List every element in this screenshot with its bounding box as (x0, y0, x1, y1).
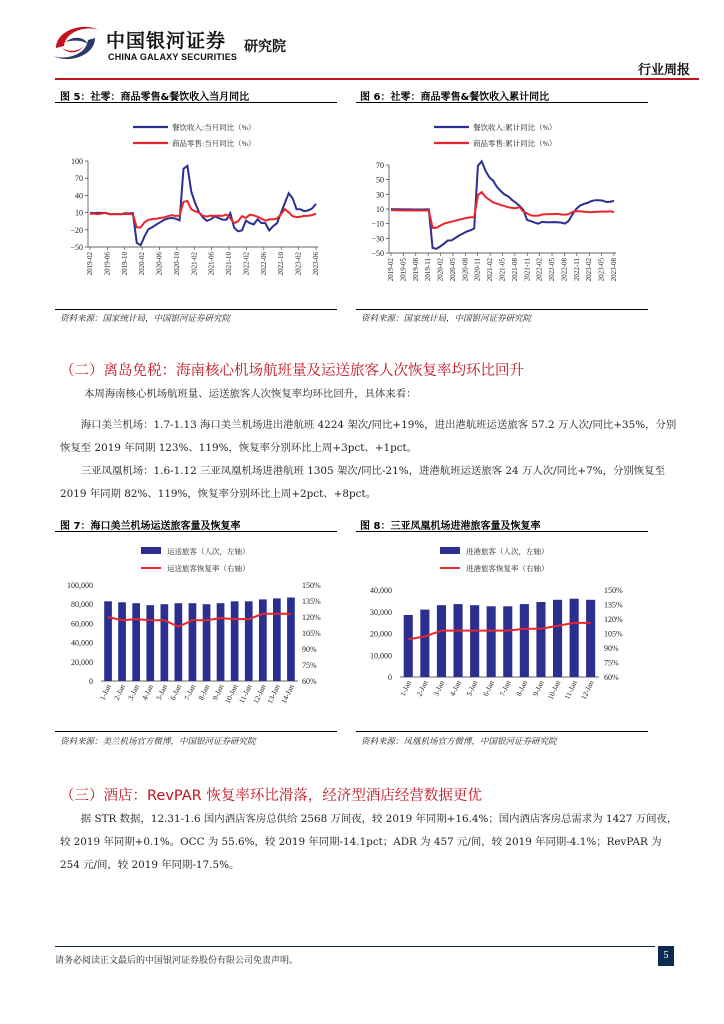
report-type: 行业周报 (638, 63, 691, 78)
bar (118, 602, 126, 681)
x-tick-label: 2020-08 (461, 258, 470, 282)
x-tick-label: 2-Jan (111, 683, 127, 702)
x-tick-label: 2023-02 (585, 258, 594, 282)
x-tick-label: 2020-11 (473, 258, 482, 282)
legend-label: 运送旅客（人次，左轴） (167, 547, 250, 556)
bar (245, 601, 253, 681)
y-tick-label: 100 (71, 157, 83, 166)
fig5-chart (55, 103, 337, 308)
x-tick-label: 4-Jan (140, 683, 156, 702)
bar (586, 600, 595, 677)
x-tick-label: 2022-02 (535, 258, 544, 282)
bar (146, 605, 154, 681)
y-tick-label: 50 (376, 175, 384, 185)
fig7-source: 资料来源：美兰机场官方微博，中国银河证券研究院 (60, 737, 256, 747)
x-tick-label: 5-Jan (464, 679, 480, 698)
legend-label: 运送旅客恢复率（右轴） (167, 564, 250, 573)
y2-tick-label: 150% (302, 581, 321, 590)
y2-tick-label: 150% (604, 586, 623, 595)
x-tick-label: 11-Jan (562, 679, 579, 701)
section2-intro: 本周海南核心机场航班量、运送旅客人次恢复率均环比回升，具体来看： (84, 388, 417, 400)
fig6-title: 图 6：社零：商品零售&餐饮收入累计同比 (360, 92, 550, 103)
bar (231, 601, 239, 681)
y2-tick-label: 105% (302, 629, 321, 638)
legend-label: 商品零售:当月同比（%） (172, 139, 256, 148)
bar (404, 615, 413, 677)
bar (273, 598, 281, 681)
legend-swatch (141, 547, 161, 554)
x-tick-label: 2021-11 (523, 258, 532, 282)
x-tick-label: 5-Jan (154, 683, 170, 702)
y-tick-label: 70 (75, 174, 83, 184)
y2-tick-label: 60% (302, 677, 317, 686)
y-tick-label: 60,000 (71, 619, 93, 629)
y2-tick-label: 60% (604, 673, 619, 682)
x-tick-label: 2-Jan (414, 679, 430, 698)
x-tick-label: 2022-02 (242, 252, 251, 276)
x-tick-label: 2019-06 (103, 252, 112, 276)
legend-label: 餐饮收入:当月同比（%） (172, 123, 256, 132)
bar (104, 601, 112, 681)
legend-label: 餐饮收入:累计同比（%） (473, 123, 557, 132)
company-name-en: CHINA GALAXY SECURITIES (108, 52, 238, 62)
x-tick-label: 2021-02 (486, 258, 495, 282)
bar (161, 604, 169, 681)
footer-disclaimer: 请务必阅读正文最后的中国银河证券股份有限公司免责声明。 (55, 956, 299, 966)
x-tick-label: 2021-08 (510, 258, 519, 282)
bar (536, 602, 545, 677)
page-number: 5 (658, 946, 674, 966)
x-tick-label: 1-Jan (398, 679, 414, 698)
y-tick-label: 0 (89, 677, 93, 686)
x-tick-label: 2019-02 (387, 258, 395, 282)
bar (487, 606, 496, 677)
y2-tick-label: 120% (604, 615, 623, 624)
x-tick-label: 2019-11 (424, 258, 433, 282)
bar (520, 604, 529, 677)
section-title-duty-free: （二）离岛免税：海南核心机场航班量及运送旅客人次恢复率均环比回升 (60, 363, 524, 379)
fig7-chart (55, 532, 337, 730)
x-tick-label: 2021-02 (190, 252, 199, 276)
y-tick-label: 10 (75, 208, 83, 218)
x-tick-label: 14-Jan (279, 683, 296, 705)
bar (259, 599, 267, 681)
x-tick-label: 6-Jan (168, 683, 184, 702)
x-tick-label: 2020-02 (138, 252, 147, 276)
x-tick-label: 3-Jan (125, 683, 141, 702)
x-tick-label: 10-Jan (545, 679, 563, 701)
series-line (90, 201, 316, 227)
y-tick-label: −30 (371, 234, 384, 244)
x-tick-label: 2023-06 (312, 252, 320, 276)
legend-label: 商品零售:累计同比（%） (473, 139, 557, 148)
x-tick-label: 2022-06 (259, 252, 268, 276)
y2-tick-label: 120% (302, 613, 321, 622)
y2-tick-label: 90% (604, 644, 619, 653)
x-tick-label: 2019-10 (120, 252, 129, 276)
x-tick-label: 8-Jan (196, 683, 212, 702)
x-tick-label: 2021-06 (207, 252, 216, 276)
bar (570, 599, 579, 677)
y-tick-label: 0 (388, 673, 392, 682)
x-tick-label: 2020-10 (172, 252, 181, 276)
bar (437, 605, 446, 677)
x-tick-label: 8-Jan (514, 679, 530, 698)
y2-tick-label: 135% (604, 600, 623, 610)
bar (203, 604, 211, 681)
x-tick-label: 2020-05 (448, 258, 457, 282)
x-tick-label: 1-Jan (97, 683, 113, 702)
y2-tick-label: 105% (604, 629, 623, 639)
series-line (391, 192, 614, 228)
y-tick-label: 40,000 (71, 638, 93, 648)
bar (189, 603, 197, 681)
x-tick-label: 2022-10 (277, 252, 286, 276)
company-name-cn: 中国银河证券 (106, 30, 227, 52)
x-tick-label: 2020-02 (436, 258, 445, 282)
y-tick-label: 20,000 (370, 629, 392, 639)
fig8-chart (356, 532, 648, 730)
x-tick-label: 10-Jan (222, 683, 240, 705)
y-tick-label: 100,000 (67, 581, 93, 590)
bar (454, 604, 463, 677)
y2-tick-label: 75% (302, 661, 317, 670)
x-tick-label: 13-Jan (265, 683, 282, 705)
y2-tick-label: 75% (604, 658, 619, 668)
x-tick-label: 2023-08 (610, 258, 618, 282)
y-tick-label: −10 (371, 219, 384, 229)
fig6-chart (356, 103, 648, 308)
x-tick-label: 11-Jan (237, 683, 254, 705)
y2-tick-label: 90% (302, 645, 317, 654)
fig8-source: 资料来源：凤凰机场官方微博，中国银河证券研究院 (361, 737, 557, 747)
x-tick-label: 2022-05 (548, 258, 557, 282)
x-tick-label: 2019-02 (86, 252, 94, 276)
x-tick-label: 2022-11 (572, 258, 581, 282)
y-tick-label: 30 (376, 190, 384, 200)
x-tick-label: 9-Jan (530, 679, 546, 698)
bar (132, 603, 140, 681)
fig5-title: 图 5：社零：商品零售&餐饮收入当月同比 (60, 92, 250, 103)
x-tick-label: 9-Jan (210, 683, 226, 702)
y-tick-label: 10 (376, 205, 384, 214)
y-tick-label: 40,000 (370, 586, 392, 595)
section3-str-paragraph: 据 STR 数据，12.31-1.6 国内酒店客房总供给 2568 万间夜，较 2019 年同期+16.4%；国内酒店客房总需求为 1427 万间夜，较 2019 年同期+0.1%。OCC 为 55.6%，较 2019 年同期-14.1pct；ADR 为 457 元/间，较 2019 年同期-4.1%；RevPAR 为 254 元/间，较 2019 年同期-17.5%。 (60, 813, 678, 871)
bar (553, 600, 562, 677)
x-tick-label: 2022-08 (560, 258, 569, 282)
x-tick-label: 12-Jan (251, 683, 268, 705)
header-rule (55, 78, 699, 80)
fig8-title: 图 8：三亚凤凰机场进港旅客量及恢复率 (360, 521, 541, 532)
x-tick-label: 2019-05 (399, 258, 408, 282)
bar (503, 606, 512, 677)
company-logo (48, 18, 103, 68)
y-tick-label: −50 (371, 249, 384, 258)
x-tick-label: 2023-02 (294, 252, 303, 276)
y-tick-label: 40 (75, 191, 83, 201)
institute-label: 研究院 (244, 39, 286, 55)
x-tick-label: 2021-05 (498, 258, 507, 282)
y-tick-label: 70 (376, 161, 384, 170)
legend-label: 进港旅客（人次，左轴） (466, 547, 549, 556)
x-tick-label: 3-Jan (431, 679, 447, 698)
x-tick-label: 4-Jan (447, 679, 463, 698)
bar (175, 603, 183, 681)
bar (287, 598, 295, 682)
y-tick-label: 30,000 (370, 607, 392, 617)
series-line (90, 166, 316, 245)
y-tick-label: −50 (70, 243, 83, 252)
y-tick-label: 10,000 (370, 651, 392, 661)
x-tick-label: 6-Jan (480, 679, 497, 698)
fig7-title: 图 7：海口美兰机场运送旅客量及恢复率 (60, 521, 241, 532)
x-tick-label: 7-Jan (182, 683, 198, 702)
y2-tick-label: 135% (302, 597, 321, 606)
legend-swatch (440, 547, 460, 554)
x-tick-label: 7-Jan (497, 679, 513, 698)
galaxy-logo-icon (48, 18, 103, 68)
y-tick-label: −20 (70, 225, 83, 235)
footer-rule (55, 946, 655, 947)
section2-meilan-paragraph: 海口美兰机场：1.7-1.13 海口美兰机场进出港航班 4224 架次/同比+19%，进出港航班运送旅客 57.2 万人次/同比+35%，分别恢复至 2019 年同期 123%、119%，恢复率分别环比上周+3pct、+1pct。 (60, 419, 677, 454)
y-tick-label: 20,000 (71, 657, 93, 667)
y-tick-label: 80,000 (71, 600, 93, 610)
x-tick-label: 2020-06 (155, 252, 164, 276)
bar (217, 603, 225, 681)
x-tick-label: 2019-08 (411, 258, 420, 282)
x-tick-label: 2021-10 (225, 252, 234, 276)
series-line (408, 623, 590, 639)
bar (420, 610, 429, 677)
bar (470, 605, 479, 677)
fig6-source: 资料来源：国家统计局，中国银河证券研究院 (361, 314, 532, 324)
section-title-hotel: （三）酒店：RevPAR 恢复率环比滑落，经济型酒店经营数据更优 (60, 788, 482, 804)
fig5-source: 资料来源：国家统计局，中国银河证券研究院 (60, 314, 231, 324)
legend-label: 进港旅客恢复率（右轴） (466, 564, 549, 573)
x-tick-label: 2023-05 (597, 258, 606, 282)
section2-phoenix-paragraph: 三亚凤凰机场：1.6-1.12 三亚凤凰机场进港航班 1305 架次/同比-21%，进港航班运送旅客 24 万人次/同比+7%，分别恢复至 2019 年同期 82%、119%，恢复率分别环比上周+2pct、+8pct。 (60, 465, 665, 500)
x-tick-label: 12-Jan (578, 679, 596, 701)
